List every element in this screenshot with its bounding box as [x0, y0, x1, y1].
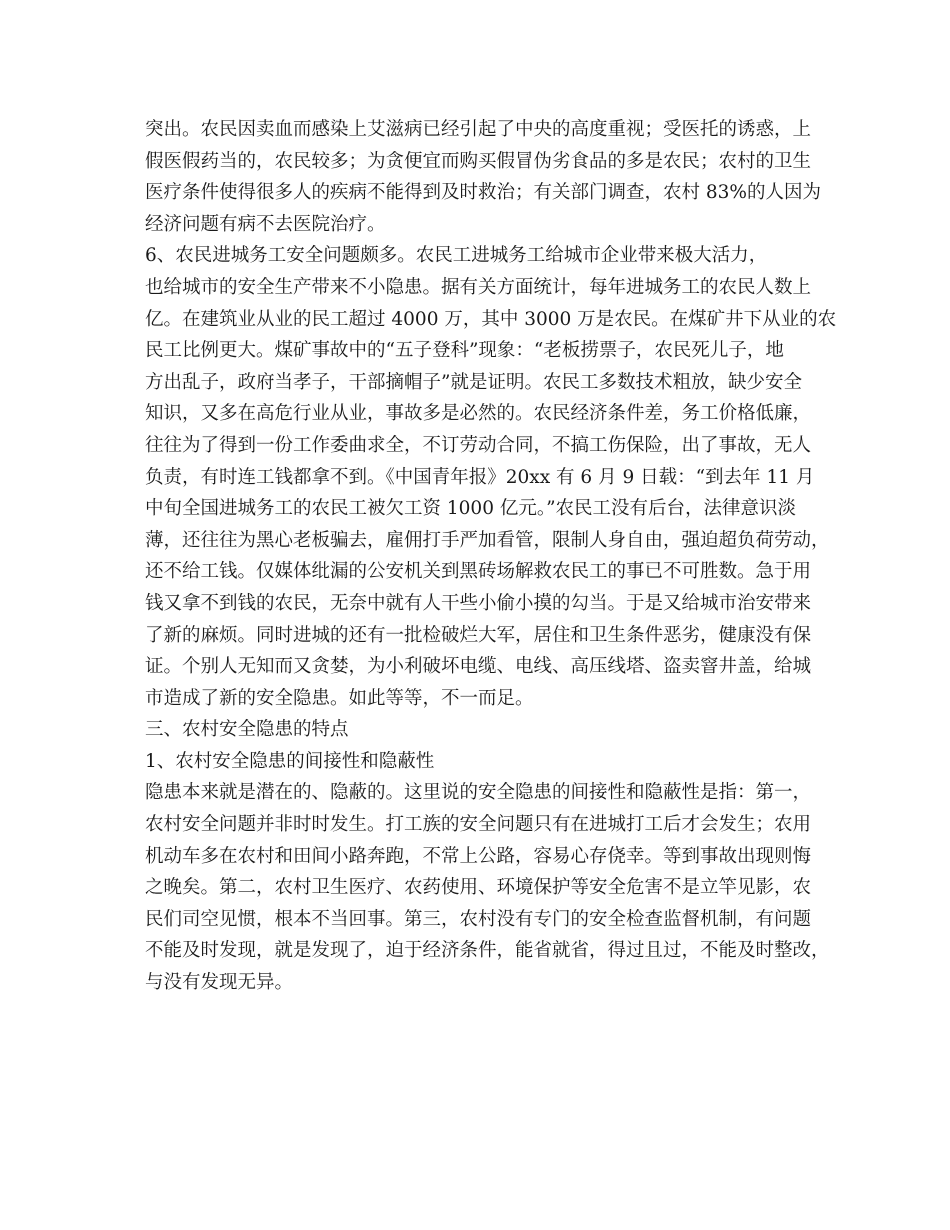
text-line: 也给城市的安全生产带来不小隐患。据有关方面统计，每年进城务工的农民人数上 [145, 276, 812, 298]
text-line: 民们司空见惯，根本不当回事。第三，农村没有专门的安全检查监督机制，有问题 [145, 908, 812, 930]
text-line: 机动车多在农村和田间小路奔跑，不常上公路，容易心存侥幸。等到事故出现则悔 [145, 845, 812, 867]
text-line: 知识，又多在高危行业从业，事故多是必然的。农民经济条件差，务工价格低廉， [145, 403, 812, 425]
text-line: 钱又拿不到钱的农民，无奈中就有人干些小偷小摸的勾当。于是又给城市治安带来 [145, 592, 812, 614]
text-line: 往往为了得到一份工作委曲求全，不订劳动合同，不搞工伤保险，出了事故，无人 [145, 434, 812, 456]
text-line: 还不给工钱。仅媒体纰漏的公安机关到黑砖场解救农民工的事已不可胜数。急于用 [145, 561, 812, 583]
text-line: 薄，还往往为黑心老板骗去，雇佣打手严加看管，限制人身自由，强迫超负荷劳动， [145, 529, 830, 551]
text-line: 亿。在建筑业从业的民工超过 4000 万，其中 3000 万是农民。在煤矿井下从业的农 [145, 308, 837, 330]
text-line: 突出。农民因卖血而感染上艾滋病已经引起了中央的高度重视；受医托的诱惑，上 [145, 119, 812, 140]
text-line: 隐患本来就是潜在的、隐蔽的。这里说的安全隐患的间接性和隐蔽性是指：第一， [145, 782, 812, 804]
text-line: 经济问题有病不去医院治疗。 [145, 213, 386, 235]
text-line: 不能及时发现，就是发现了，迫于经济条件，能省就省，得过且过，不能及时整改， [145, 940, 830, 962]
text-line: 医疗条件使得很多人的疾病不能得到及时救治；有关部门调查，农村 83%的人因为 [145, 182, 822, 204]
text-line: 方出乱子，政府当孝子，干部摘帽子”就是证明。农民工多数技术粗放，缺少安全 [145, 371, 802, 393]
text-line: 中旬全国进城务工的农民工被欠工资 1000 亿元。”农民工没有后台，法律意识淡 [145, 498, 797, 520]
text-line: 农村安全问题并非时时发生。打工族的安全问题只有在进城打工后才会发生；农用 [145, 814, 812, 836]
text-line: 负责，有时连工钱都拿不到。《中国青年报》20xx 有 6 月 9 日载：“到去年 11 月 [145, 466, 815, 488]
text-line: 假医假药当的，农民较多；为贪便宜而购买假冒伪劣食品的多是农民；农村的卫生 [145, 150, 812, 172]
document-body [145, 114, 835, 999]
text-line: 市造成了新的安全隐患。如此等等，不一而足。 [145, 687, 534, 709]
text-line: 之晚矣。第二，农村卫生医疗、农药使用、环境保护等安全危害不是立竿见影，农 [145, 877, 812, 899]
text-line: 了新的麻烦。同时进城的还有一批检破烂大军，居住和卫生条件恶劣，健康没有保 [145, 624, 812, 646]
section-heading: 三、农村安全隐患的特点 [145, 719, 349, 741]
subsection-heading: 1、农村安全隐患的间接性和隐蔽性 [145, 750, 435, 772]
text-line: 证。个别人无知而又贪婪，为小利破坏电缆、电线、高压线塔、盗卖窨井盖，给城 [145, 656, 812, 678]
text-line: 与没有发现无异。 [145, 972, 294, 994]
text-line: 6、农民进城务工安全问题颇多。农民工进城务工给城市企业带来极大活力， [145, 245, 768, 267]
text-line: 民工比例更大。煤矿事故中的“五子登科”现象：“老板捞票子，农民死儿子，地 [145, 340, 784, 362]
